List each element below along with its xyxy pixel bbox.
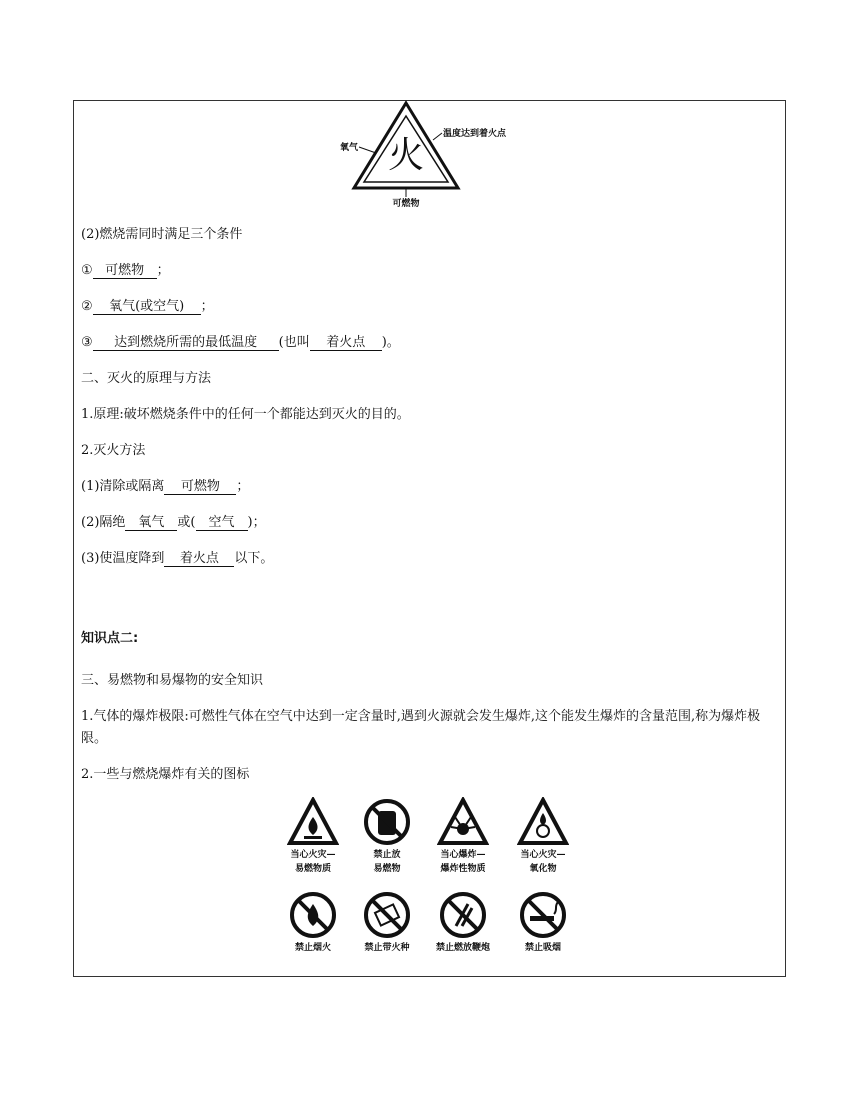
sign-flammable: 当心火灾— 易燃物质	[273, 797, 353, 875]
method-3: (3)使温度降到 着火点 以下。	[81, 551, 274, 566]
sign-explosive: 当心爆炸— 爆炸性物质	[423, 797, 503, 875]
icons-heading: 2.一些与燃烧爆炸有关的图标	[81, 767, 250, 782]
section3-heading: 三、易燃物和易爆物的安全知识	[81, 673, 264, 688]
label-oxygen: 氧气	[340, 143, 359, 153]
oxidizer-warning-icon	[517, 797, 569, 847]
condition-3: ③ 达到燃烧所需的最低温度 (也叫 着火点 )。	[81, 335, 400, 350]
explosion-limit-text: 1.气体的爆炸极限:可燃性气体在空气中达到一定含量时,遇到火源就会发生爆炸,这个能发生爆炸的含量范围,称为爆炸极限。	[81, 709, 761, 746]
sign-no-flammables: 禁止放 易燃物	[347, 797, 427, 875]
condition-2: ② 氧气(或空气) ；	[81, 299, 214, 314]
sign-no-matches: 禁止带火种	[347, 890, 427, 954]
section2-heading: 二、灭火的原理与方法	[81, 371, 212, 386]
sign-no-smoking: 禁止吸烟	[503, 890, 583, 954]
fire-triangle-diagram	[336, 100, 526, 215]
method-2: (2)隔绝 氧气 或( 空气 )；	[81, 515, 266, 530]
method-1: (1)清除或隔离 可燃物 ；	[81, 479, 250, 494]
sign-no-fireworks: 禁止燃放鞭炮	[423, 890, 503, 954]
sign-no-fire: 禁止烟火	[273, 890, 353, 954]
conditions-intro: (2)燃烧需同时满足三个条件	[81, 227, 243, 242]
explosive-warning-icon	[437, 797, 489, 847]
methods-heading: 2.灭火方法	[81, 443, 146, 458]
no-smoking-icon	[518, 890, 568, 940]
no-fireworks-icon	[438, 890, 488, 940]
no-flammables-icon	[362, 797, 412, 847]
label-temperature: 温度达到着火点	[443, 129, 507, 139]
sign-oxidizer: 当心火灾— 氧化物	[503, 797, 583, 875]
flammable-warning-icon	[287, 797, 339, 847]
extinguish-principle: 1.原理:破坏燃烧条件中的任何一个都能达到灭火的目的。	[81, 407, 410, 422]
no-fire-icon	[288, 890, 338, 940]
fire-char: 火	[387, 135, 425, 176]
condition-1: ① 可燃物 ；	[81, 263, 170, 278]
no-matches-icon	[362, 890, 412, 940]
label-combustible: 可燃物	[392, 199, 420, 209]
knowledge-point-2: 知识点二:	[81, 631, 139, 646]
